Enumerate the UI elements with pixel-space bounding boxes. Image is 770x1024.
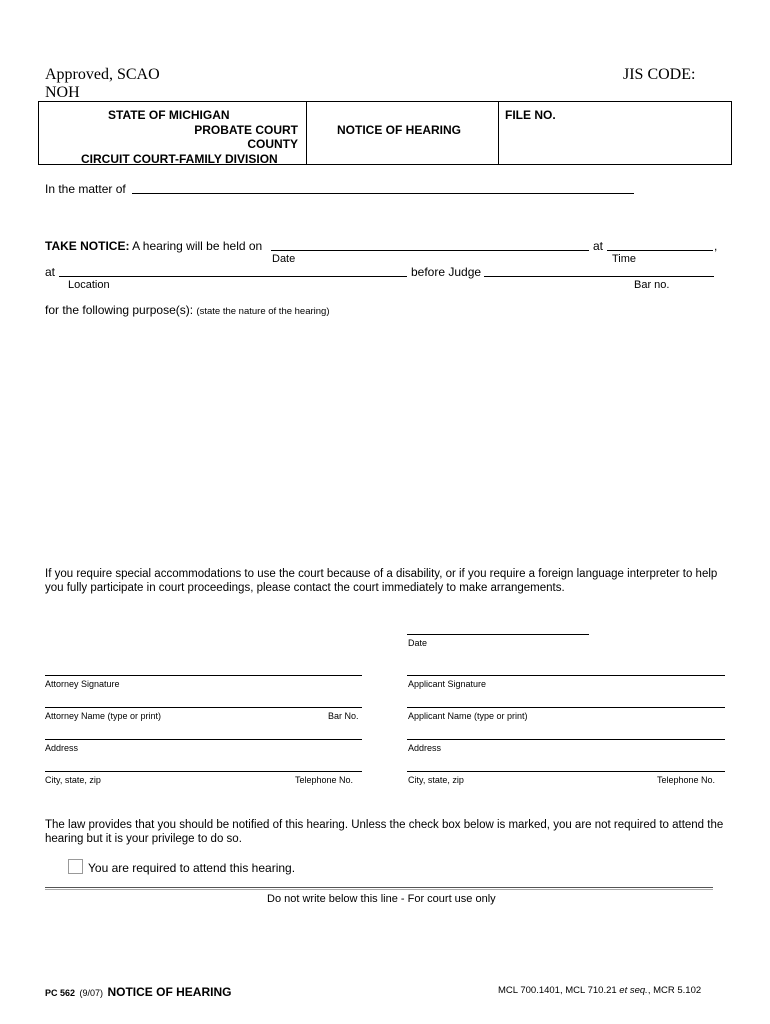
attorney-address-input[interactable] xyxy=(45,739,362,740)
applicant-address-input[interactable] xyxy=(407,739,725,740)
attorney-name-caption: Attorney Name (type or print) xyxy=(45,711,162,721)
attorney-name-input[interactable] xyxy=(45,707,362,708)
attorney-phone-caption: Telephone No. xyxy=(295,775,354,785)
attend-checkbox[interactable] xyxy=(68,859,83,874)
date-signature-input[interactable] xyxy=(407,634,589,635)
applicant-city-input[interactable] xyxy=(407,771,725,772)
circuit-text: CIRCUIT COURT- xyxy=(81,152,179,166)
law-notice: The law provides that you should be notified of this hearing. Unless the check box below is marked, you are not required to attend the hearing but it is your privilege to do so. xyxy=(45,819,724,845)
location-input[interactable] xyxy=(59,276,407,277)
take-notice-label: TAKE NOTICE: xyxy=(45,239,130,253)
state-label: STATE OF MICHIGAN xyxy=(108,108,230,122)
form-code: NOH xyxy=(45,84,80,101)
hearing-held-on-text: A hearing will be held on xyxy=(129,239,263,253)
court-header-box xyxy=(38,101,732,165)
footer-form-id xyxy=(45,983,231,1001)
date-signature-caption: Date xyxy=(408,638,428,648)
citation-et-seq: et seq. xyxy=(619,985,648,996)
before-judge-label: before Judge xyxy=(411,265,482,279)
citation-part-a: MCL 700.1401, MCL 710.21 xyxy=(498,985,620,996)
approved-label: Approved, SCAO xyxy=(45,66,160,83)
time-caption: Time xyxy=(612,253,637,265)
circuit-court-label xyxy=(81,152,278,166)
bar-no-caption: Bar no. xyxy=(634,279,670,291)
applicant-name-caption: Applicant Name (type or print) xyxy=(408,711,528,721)
footer-citation xyxy=(498,985,701,996)
purpose-row xyxy=(45,303,330,317)
accommodations-notice: If you require special accommodations to use the court because of a disability, or if you require a foreign language interpreter to help you fully participate in court proceedings, please contact the court immediately to make arrangements. xyxy=(45,568,718,594)
location-caption: Location xyxy=(68,279,110,291)
file-no-input[interactable] xyxy=(505,124,725,158)
hearing-time-input[interactable] xyxy=(607,250,713,251)
applicant-name-input[interactable] xyxy=(407,707,725,708)
matter-label: In the matter of xyxy=(45,182,126,196)
header-divider-2 xyxy=(498,102,499,164)
applicant-phone-caption: Telephone No. xyxy=(657,775,716,785)
footer-form-no: PC 562 xyxy=(45,988,76,998)
attorney-signature-input[interactable] xyxy=(45,675,362,676)
hearing-date-input[interactable] xyxy=(271,250,589,251)
applicant-city-caption: City, state, zip xyxy=(408,775,464,785)
form-title: NOTICE OF HEARING xyxy=(337,123,462,137)
comma-text: , xyxy=(714,239,718,253)
applicant-address-caption: Address xyxy=(408,743,442,753)
court-use-text: Do not write below this line - For court use only xyxy=(267,893,496,905)
probate-court-label: PROBATE COURT xyxy=(194,123,298,137)
footer-date: (9/07) xyxy=(79,988,103,998)
county-label: COUNTY xyxy=(247,137,298,151)
jis-code-label: JIS CODE: xyxy=(623,66,696,83)
header-divider-1 xyxy=(306,102,307,164)
attorney-signature-caption: Attorney Signature xyxy=(45,679,120,689)
family-division-text: FAMILY DIVISION xyxy=(179,152,278,166)
attend-checkbox-label: You are required to attend this hearing. xyxy=(88,861,296,875)
applicant-signature-input[interactable] xyxy=(407,675,725,676)
applicant-signature-caption: Applicant Signature xyxy=(408,679,487,689)
attorney-bar-no-caption: Bar No. xyxy=(328,711,359,721)
at-location-label: at xyxy=(45,265,56,279)
at-time-label: at xyxy=(593,239,604,253)
matter-input[interactable] xyxy=(132,193,634,194)
footer-title: NOTICE OF HEARING xyxy=(107,985,232,999)
attorney-city-caption: City, state, zip xyxy=(45,775,101,785)
court-use-divider xyxy=(45,887,713,890)
date-caption: Date xyxy=(272,253,296,265)
purpose-textarea[interactable] xyxy=(45,320,725,550)
file-no-label: FILE NO. xyxy=(505,108,556,122)
attorney-city-input[interactable] xyxy=(45,771,362,772)
purpose-hint: (state the nature of the hearing) xyxy=(196,306,330,317)
judge-input[interactable] xyxy=(484,276,714,277)
attorney-address-caption: Address xyxy=(45,743,79,753)
purpose-label: for the following purpose(s): xyxy=(45,303,194,317)
citation-part-b: , MCR 5.102 xyxy=(647,985,702,996)
take-notice-row xyxy=(45,239,262,253)
